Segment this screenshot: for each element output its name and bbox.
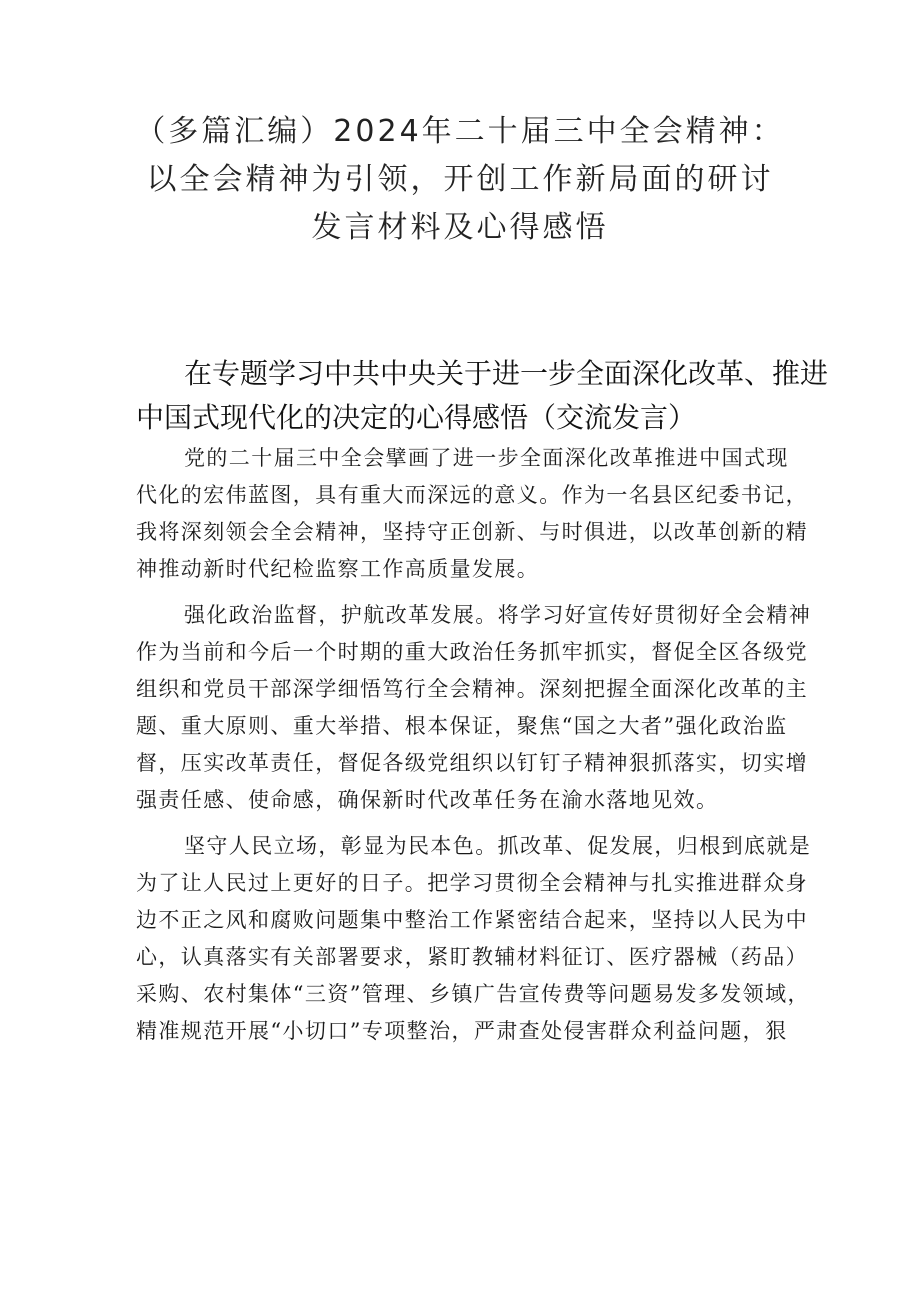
text-line: 神推动新时代纪检监察工作高质量发展。 (136, 557, 540, 581)
paragraph-people-stance (136, 828, 812, 1050)
section-heading (136, 352, 829, 440)
paragraph-intro (136, 440, 808, 588)
text-line: 精准规范开展“小切口”专项整治，严肃查处侵害群众利益问题，狠 (136, 1019, 788, 1043)
section-heading-line: 中国式现代化的决定的心得感悟（交流发言） (136, 401, 697, 434)
text-line: 采购、农村集体“三资”管理、乡镇广告宣传费等问题易发多发领域， (136, 982, 810, 1006)
text-line: 我将深刻领会全会精神，坚持守正创新、与时俱进，以改革创新的精 (136, 520, 808, 544)
section-heading-line: 在专题学习中共中央关于进一步全面深化改革、推进 (184, 357, 829, 390)
text-line: 党的二十届三中全会擘画了进一步全面深化改革推进中国式现 (184, 446, 789, 470)
document-title-line: 发言材料及心得感悟 (311, 210, 609, 245)
paragraph-political-supervision (136, 597, 812, 819)
text-line: 强化政治监督，护航改革发展。将学习好宣传好贯彻好全会精神 (184, 603, 812, 627)
body-text (136, 440, 812, 1059)
document-title-line: （多篇汇编）2024年二十届三中全会精神： (135, 114, 785, 149)
text-line: 心，认真落实有关部署要求，紧盯教辅材料征订、医疗器械（药品） (136, 945, 808, 969)
text-line: 为了让人民过上更好的日子。把学习贯彻全会精神与扎实推进群众身 (136, 871, 808, 895)
text-line: 题、重大原则、重大举措、根本保证，聚焦“国之大者”强化政治监 (136, 714, 788, 738)
text-line: 代化的宏伟蓝图，具有重大而深远的意义。作为一名县区纪委书记， (136, 483, 808, 507)
document-title (100, 108, 820, 252)
document-title-line: 以全会精神为引领，开创工作新局面的研讨 (146, 162, 774, 197)
text-line: 强责任感、使命感，确保新时代改革任务在渝水落地见效。 (136, 788, 719, 812)
text-line: 组织和党员干部深学细悟笃行全会精神。深刻把握全面深化改革的主 (136, 677, 808, 701)
text-line: 督，压实改革责任，督促各级党组织以钉钉子精神狠抓落实，切实增 (136, 751, 808, 775)
text-line: 坚守人民立场，彰显为民本色。抓改革、促发展，归根到底就是 (184, 834, 812, 858)
text-line: 作为当前和今后一个时期的重大政治任务抓牢抓实，督促全区各级党 (136, 640, 808, 664)
text-line: 边不正之风和腐败问题集中整治工作紧密结合起来，坚持以人民为中 (136, 908, 808, 932)
